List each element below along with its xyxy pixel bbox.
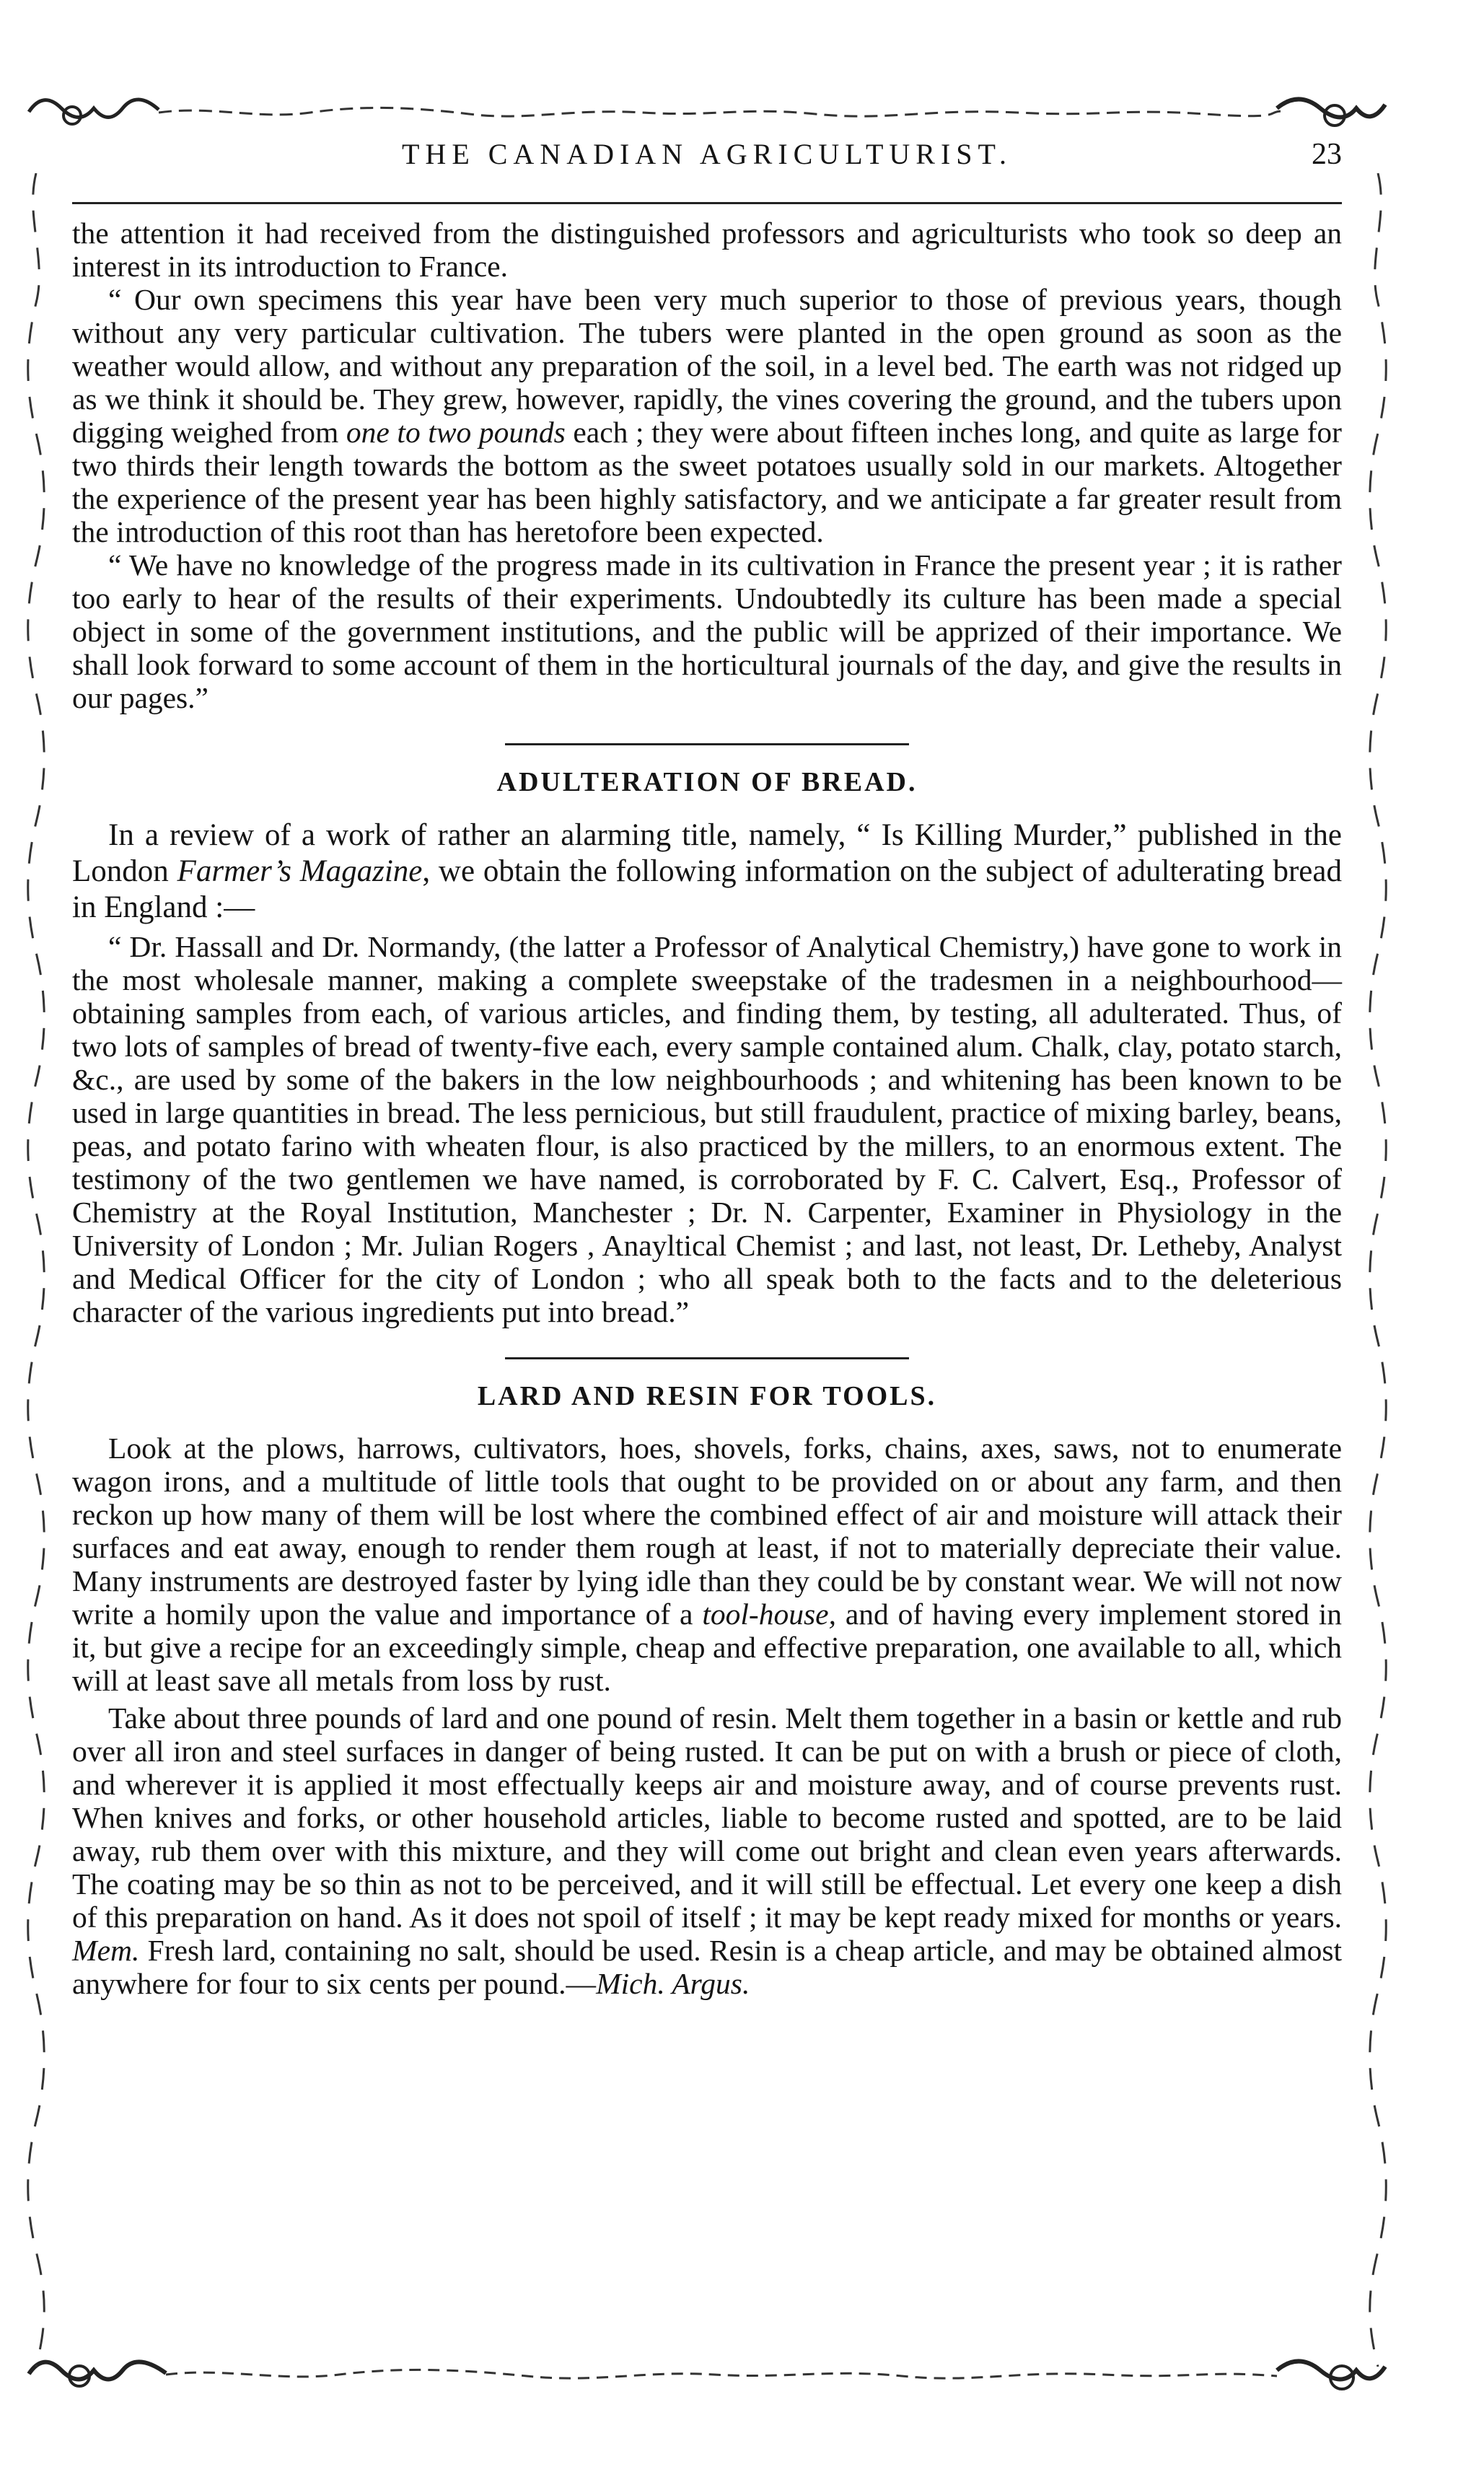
text-run: and of having every implement stored in it, but give a recipe for an exceedingly simple, cheap and effective preparation, one available to all, which will at least save all metals from loss by rust. bbox=[72, 1597, 1342, 1697]
section-divider bbox=[505, 1357, 909, 1359]
top-ornament-border bbox=[22, 87, 1392, 137]
page-number: 23 bbox=[1312, 138, 1342, 171]
paragraph: the attention it had received from the distinguished professors and agriculturists who took so deep an interest in its introduction to France. bbox=[72, 216, 1342, 283]
quoted-paragraph bbox=[72, 283, 1342, 548]
text-run: “ Our own specimens this year have been very much superior to those of previous years, though without any very particular cultivation. The tubers were planted in the open ground as soon as the weather would allow, and without any preparation of the soil, in a level bed. The earth was not ridged up as we think it should be. They grew, however, rapidly, the vines covering the ground, and the tubers upon digging weighed from bbox=[72, 283, 1342, 449]
text-run: , we obtain the following information on the subject of adulterating bread in England :— bbox=[72, 854, 1342, 924]
lede-paragraph bbox=[72, 818, 1342, 926]
body-column bbox=[72, 216, 1342, 2000]
paragraph bbox=[72, 1701, 1342, 2000]
right-ornament-border bbox=[1364, 173, 1392, 2367]
text-run: each ; they were about fifteen inches long, and quite as large for two thirds their length towards the bottom as the sweet potatoes usually sold in our markets. Altogether the experience of the present year has been highly satisfactory, and we anticipate a far greater result from the introduction of this root than has heretofore been expected. bbox=[72, 416, 1342, 548]
section-heading: LARD AND RESIN FOR TOOLS. bbox=[477, 1381, 937, 1411]
left-ornament-border bbox=[22, 173, 51, 2367]
text-run: Look at the plows, harrows, cultivators, hoes, shovels, forks, chains, axes, saws, not to enumerate wagon irons, and a multitude of little tools that ought to be provided on or about any farm, and then reckon up how many of them will be lost where the combined effect of air and moisture will attack their surfaces and eat away, enough to render them rough at least, if not to materially depreciate their value. Many instruments are destroyed faster by lying idle than they could be by constant wear. We will not now write a homily upon the value and importance of a bbox=[72, 1432, 1342, 1631]
quoted-paragraph: “ Dr. Hassall and Dr. Normandy, (the latter a Professor of Analytical Chemistry,) have gone to work in the most wholesale manner, making a complete sweepstake of the tradesmen in a neighbourhood—obtaining samples from each, of various articles, and finding them, by testing, all adulterated. Thus, of two lots of samples of bread of twenty-five each, every sample contained alum. Chalk, clay, potato starch, &c., are used by some of the bakers in the low neighbourhoods ; and whitening has been known to be used in large quantities in bread. The less pernicious, but still fraudulent, practice of mixing barley, beans, peas, and potato farino with wheaten flour, is also practiced by the millers, to an enormous extent. The testimony of the two gentlemen we have named, is corroborated by F. C. Calvert, Esq., Professor of Chemistry at the Royal Institution, Manchester ; Dr. N. Carpenter, Examiner in Physiology in the University of London ; Mr. Julian Rogers , Anayltical Chemist ; and last, not least, Dr. Letheby, Analyst and Medical Officer for the city of London ; who all speak both to the facts and to the deleterious character of the various ingredients put into bread.” bbox=[72, 930, 1342, 1328]
running-header bbox=[72, 137, 1342, 180]
text-run: Take about three pounds of lard and one pound of resin. Melt them together in a basin or kettle and rub over all iron and steel surfaces in danger of being rusted. It can be put on with a brush or piece of cloth, and wherever it is applied it most effectually keeps air and moisture away, and of course prevents rust. When knives and forks, or other household articles, liable to become rusted and spotted, are to be laid away, rub them over with this mixture, and they will come out bright and clean even years afterwards. The coating may be so thin as not to be perceived, and it will still be effectual. Let every one keep a dish of this preparation on hand. As it does not spoil of itself ; it may be kept ready mixed for months or years. bbox=[72, 1701, 1342, 1934]
paragraph bbox=[72, 1432, 1342, 1697]
italic-text: Farmer’s Magazine bbox=[177, 854, 423, 888]
bottom-ornament-border bbox=[22, 2349, 1392, 2399]
italic-text: Mem. bbox=[72, 1934, 140, 1967]
header-rule bbox=[72, 202, 1342, 204]
text-run: In a review of a work of rather an alarming title, namely, “ Is Killing Murder,” published in the London bbox=[72, 818, 1342, 888]
running-title: THE CANADIAN AGRICULTURIST. bbox=[402, 138, 1012, 170]
source-attribution: Mich. Argus. bbox=[596, 1967, 750, 2000]
quoted-paragraph: “ We have no knowledge of the progress made in its cultivation in France the present year ; it is rather too early to hear of the results of their experiments. Undoubtedly its culture has been made a special object in some of the government institutions, and the public will be apprized of their importance. We shall look forward to some account of them in the horticultural journals of the day, and give the results in our pages.” bbox=[72, 548, 1342, 714]
section-heading: ADULTERATION OF BREAD. bbox=[496, 767, 918, 797]
italic-text: tool-house, bbox=[702, 1597, 836, 1631]
italic-text: one to two pounds bbox=[346, 416, 566, 449]
section-divider bbox=[505, 743, 909, 745]
article-continuation bbox=[72, 216, 1342, 714]
article-adulteration-of-bread bbox=[72, 766, 1342, 1328]
article-lard-and-resin bbox=[72, 1380, 1342, 2000]
text-run: Fresh lard, containing no salt, should be used. Resin is a cheap article, and may be obtained almost anywhere for four to six cents per pound.— bbox=[72, 1934, 1342, 2000]
